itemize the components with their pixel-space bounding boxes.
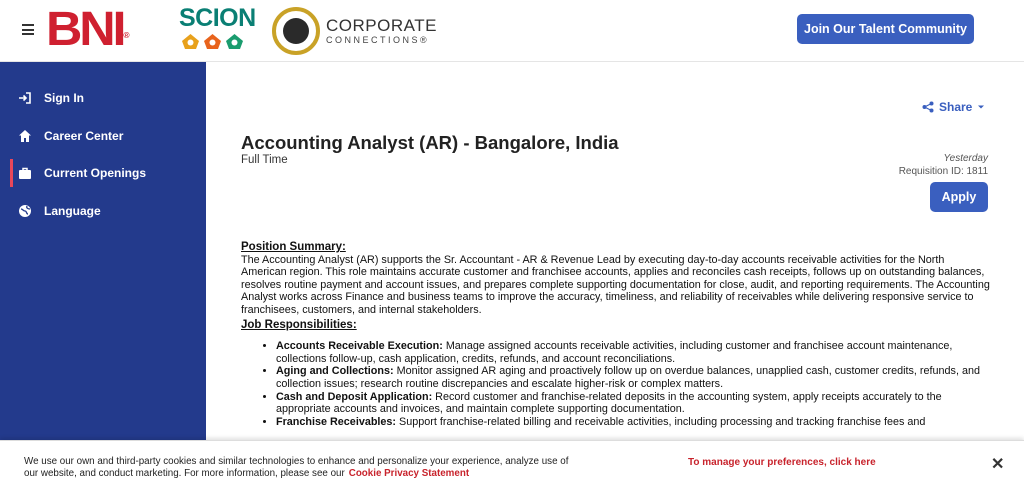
cc-emblem-icon [272,7,320,55]
bni-logo[interactable]: BNI® [46,3,130,56]
cc-logo-line2: CONNECTIONS® [326,34,430,45]
job-type: Full Time [241,154,288,166]
sidebar-item-label: Language [44,204,101,218]
job-description [241,241,991,428]
manage-preferences-link[interactable]: To manage your preferences, click here [688,457,876,468]
cc-logo-line1: CORPORATE [326,15,437,35]
share-icon [922,101,934,113]
scion-emblem-icon [204,34,221,49]
list-item: • Aging and Collections: Monitor assigned AR aging and proactively follow up on overdue balances, unapplied cash, customer credits, refunds, and collection issues; research routine discrepancies and escalate higher-risk or complex matters. [276,365,991,390]
sidebar-item-career-center[interactable] [10,122,200,150]
sidebar-item-sign-in[interactable] [10,84,200,112]
globe-icon [18,204,32,218]
position-summary-text: The Accounting Analyst (AR) supports the Sr. Accountant - AR & Revenue Lead by executing day-to-day accounts receivable activities for the North American region. This role maintains accurate customer and franchisee accounts, applies and reconciles cash receipts, follows up on outstanding balances, resolves routine payment and account issues, and prepares complete supporting documentation for close, audit, and reporting requirements. The Accounting Analyst works across Finance and business teams to improve the accuracy, timeliness, and reliability of receivables while delivering responsive service to franchisees, customers, and internal stakeholders. [241,253,990,316]
close-icon[interactable]: ✕ [991,456,1005,473]
home-icon [18,129,32,143]
cookie-privacy-link[interactable]: Cookie Privacy Statement [348,468,470,479]
join-talent-community-button[interactable]: Join Our Talent Community [797,14,974,44]
sidebar-item-language[interactable] [10,197,200,225]
sidebar-item-label: Sign In [44,91,84,105]
sidebar-item-label: Career Center [44,129,124,143]
job-detail-panel [206,62,1024,487]
list-item: • Accounts Receivable Execution: Manage assigned accounts receivable activities, including customer and franchisee account maintenance, collections follow-up, cash application, credits, refunds, and account reconciliations. [276,340,991,365]
responsibilities-list [241,340,991,428]
site-header [0,0,1024,62]
menu-icon[interactable] [22,24,34,35]
list-item: • Cash and Deposit Application: Record customer and franchise-related deposits in the accounting system, apply receipts accurately to the appropriate accounts and invoices, and maintain complete supporting documentation. [276,391,991,416]
cookie-banner [0,440,1024,487]
share-label: Share [939,100,973,114]
chevron-down-icon [977,103,985,111]
position-summary-heading: Position Summary: [241,241,346,253]
responsibilities-heading: Job Responsibilities: [241,318,357,331]
briefcase-icon [18,166,32,180]
posted-date: Yesterday [943,153,988,164]
sidebar [0,62,206,487]
scion-emblem-icon [226,34,243,49]
apply-button[interactable]: Apply [930,182,988,212]
requisition-id: Requisition ID: 1811 [898,166,988,177]
cookie-text: We use our own and third-party cookies and similar technologies to enhance and personalize your experience, analyze use of our website, and conduct marketing. For more information, please see our Cookie Privacy Statement [24,456,569,479]
sidebar-item-label: Current Openings [44,166,147,180]
share-button[interactable] [922,100,985,114]
scion-emblem-icon [182,34,199,49]
sign-in-icon [18,91,32,105]
job-title: Accounting Analyst (AR) - Bangalore, India [241,132,619,153]
scion-logo[interactable]: SCION [179,6,257,56]
list-item: • Franchise Receivables: Support franchise-related billing and receivable activities, including processing and tracking franchise fees and [276,416,991,429]
corporate-connections-logo[interactable] [272,6,437,56]
sidebar-item-current-openings[interactable] [10,159,200,187]
